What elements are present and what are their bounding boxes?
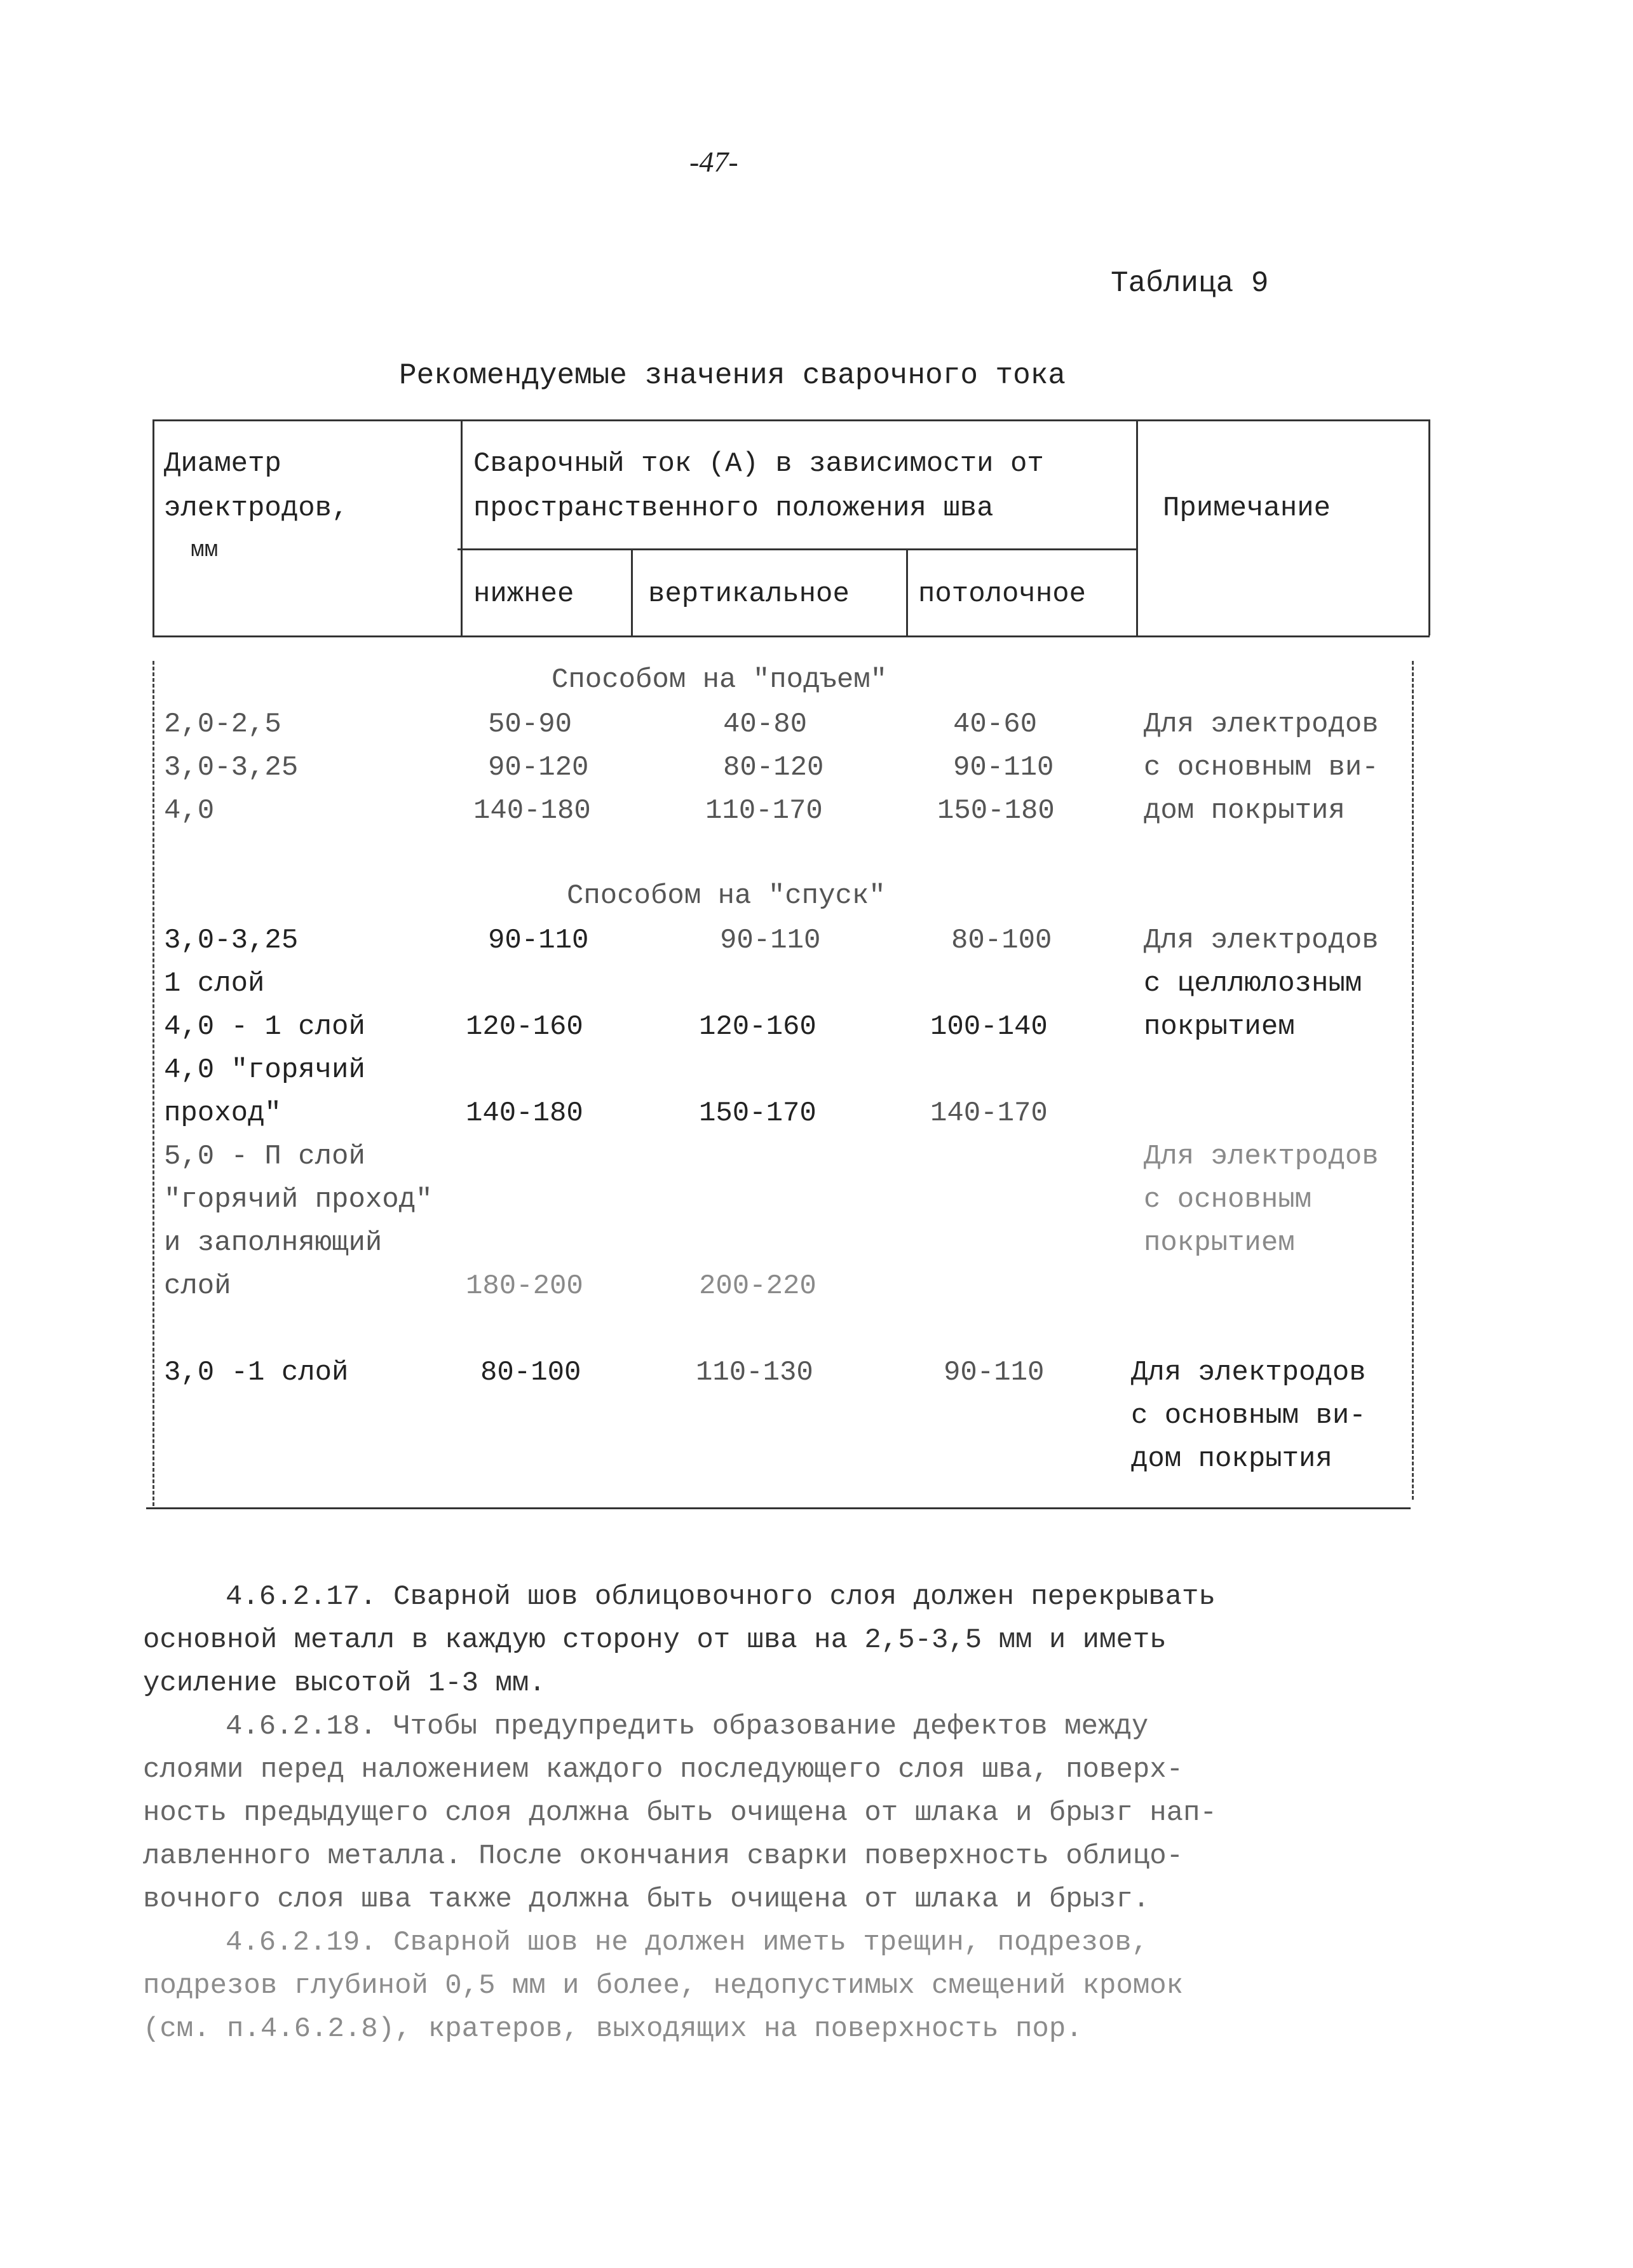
paragraph-line: вочного слоя шва также должна быть очищена от шлака и брызг. [143, 1884, 1150, 1915]
cell-low: 90-120 [488, 752, 589, 784]
paragraph-line: ность предыдущего слоя должна быть очищена от шлака и брызг нап- [143, 1797, 1217, 1829]
body-left-border [152, 661, 154, 1506]
cell-low: 50-90 [488, 709, 573, 740]
cell-ceiling: 80-100 [951, 925, 1052, 956]
cell-low: 80-100 [480, 1357, 581, 1389]
body-right-border [1412, 661, 1414, 1500]
header-diameter-1: Диаметр [164, 448, 281, 480]
paragraph-line: 4.6.2.19. Сварной шов не должен иметь трещин, подрезов, [226, 1927, 1149, 1959]
header-col-divider-1 [461, 419, 463, 635]
cell-note: Для электродов [1144, 925, 1379, 956]
cell-note: покрытием [1144, 1011, 1295, 1043]
header-col-divider-2 [631, 548, 633, 635]
header-diameter-2: электродов, [164, 492, 349, 524]
cell-diameter: и заполняющий [164, 1227, 383, 1259]
cell-diameter: "горячий проход" [164, 1184, 433, 1216]
cell-low: 180-200 [466, 1270, 583, 1302]
header-subdivider [457, 548, 1137, 550]
cell-ceiling: 90-110 [953, 752, 1054, 784]
header-current-group-2: пространственного положения шва [473, 492, 994, 524]
header-position-vertical: вертикальное [648, 578, 850, 610]
cell-diameter: 1 слой [164, 968, 265, 1000]
cell-note: с основным ви- [1144, 752, 1379, 784]
cell-note: с основным ви- [1131, 1400, 1366, 1432]
cell-low: 90-110 [488, 925, 589, 956]
table-caption: Рекомендуемые значения сварочного тока [399, 359, 1066, 392]
paragraph-line: слоями перед наложением каждого последующего слоя шва, поверх- [143, 1754, 1184, 1786]
paragraph-line: усиление высотой 1-3 мм. [143, 1667, 546, 1699]
header-right-border [1428, 419, 1430, 635]
page-number: -47- [689, 146, 738, 178]
cell-diameter: проход" [164, 1097, 281, 1129]
cell-note: Для электродов [1144, 709, 1379, 740]
cell-low: 140-180 [466, 1097, 583, 1129]
table-number: Таблица 9 [1111, 267, 1269, 300]
cell-low: 120-160 [466, 1011, 583, 1043]
cell-diameter: слой [164, 1270, 231, 1302]
cell-ceiling: 150-180 [937, 795, 1055, 827]
cell-ceiling: 40-60 [953, 709, 1038, 740]
paragraph-line: основной металл в каждую сторону от шва на 2,5-3,5 мм и иметь [143, 1624, 1167, 1656]
cell-note: Для электродов [1144, 1141, 1379, 1172]
cell-diameter: 4,0 - 1 слой [164, 1011, 365, 1043]
cell-note: дом покрытия [1144, 795, 1345, 827]
cell-diameter: 3,0 -1 слой [164, 1357, 349, 1389]
cell-diameter: 5,0 - П слой [164, 1141, 365, 1172]
cell-vertical: 110-170 [705, 795, 823, 827]
header-left-border [152, 419, 154, 635]
cell-note: с целлюлозным [1144, 968, 1362, 1000]
cell-vertical: 150-170 [699, 1097, 816, 1129]
cell-note: покрытием [1144, 1227, 1295, 1259]
paragraph-line: лавленного металла. После окончания сварки поверхность облицо- [143, 1840, 1184, 1872]
cell-note: Для электродов [1131, 1357, 1366, 1389]
section-title-up: Способом на "подъем" [552, 664, 888, 696]
cell-vertical: 110-130 [696, 1357, 813, 1389]
paragraph-line: подрезов глубиной 0,5 мм и более, недопустимых смещений кромок [143, 1970, 1184, 2002]
table-top-border [152, 419, 1430, 421]
cell-ceiling: 90-110 [944, 1357, 1045, 1389]
header-current-group-1: Сварочный ток (А) в зависимости от [473, 448, 1044, 480]
header-position-ceiling: потолочное [918, 578, 1087, 610]
paragraph-line: (см. п.4.6.2.8), кратеров, выходящих на поверхность пор. [143, 2013, 1083, 2045]
cell-vertical: 90-110 [720, 925, 821, 956]
paragraph-line: 4.6.2.18. Чтобы предупредить образование дефектов между [226, 1711, 1149, 1742]
cell-diameter: 4,0 "горячий [164, 1054, 365, 1086]
cell-diameter: 2,0-2,5 [164, 709, 281, 740]
cell-note: дом покрытия [1131, 1443, 1332, 1475]
cell-vertical: 200-220 [699, 1270, 816, 1302]
header-bottom-border [152, 635, 1430, 637]
cell-ceiling: 140-170 [930, 1097, 1048, 1129]
cell-diameter: 3,0-3,25 [164, 752, 299, 784]
header-note: Примечание [1163, 492, 1331, 524]
cell-low: 140-180 [473, 795, 591, 827]
cell-diameter: 4,0 [164, 795, 215, 827]
header-diameter-unit: мм [191, 537, 219, 563]
table-bottom-border [146, 1507, 1411, 1509]
paragraph-line: 4.6.2.17. Сварной шов облицовочного слоя должен перекрывать [226, 1581, 1216, 1613]
cell-vertical: 40-80 [723, 709, 808, 740]
header-position-low: нижнее [473, 578, 574, 610]
cell-ceiling: 100-140 [930, 1011, 1048, 1043]
cell-note: с основным [1144, 1184, 1312, 1216]
cell-vertical: 80-120 [723, 752, 824, 784]
cell-vertical: 120-160 [699, 1011, 816, 1043]
header-col-divider-3 [906, 548, 908, 635]
header-col-divider-4 [1136, 419, 1138, 635]
section-title-down: Способом на "спуск" [567, 880, 886, 912]
cell-diameter: 3,0-3,25 [164, 925, 299, 956]
